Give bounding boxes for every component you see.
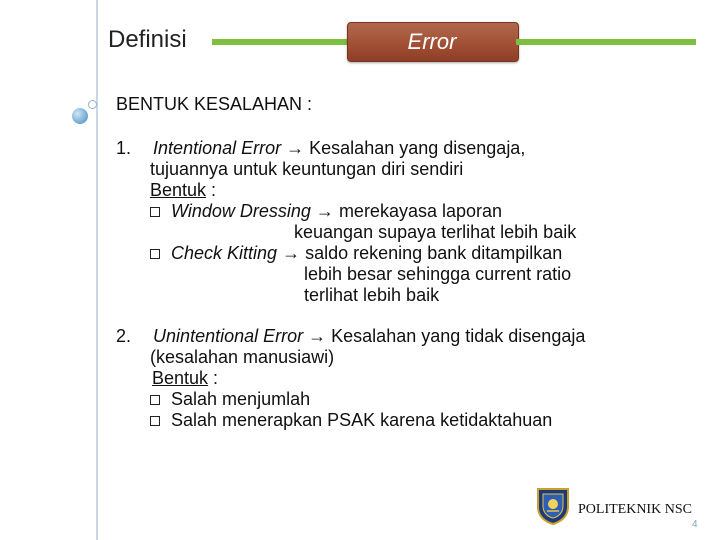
item-2-definition: Kesalahan yang tidak disengaja <box>331 326 586 346</box>
arrow-right-icon: → <box>308 326 327 346</box>
item-2-line-2: (kesalahan manusiawi) <box>150 347 335 367</box>
item-1-sub-2: Check Kitting → saldo rekening bank ditampilkan <box>150 243 562 264</box>
arrow-right-icon: → <box>282 243 301 263</box>
item-1-number: 1. <box>116 138 132 158</box>
item-1-sub-2-cont-1: lebih besar sehingga current ratio <box>304 264 572 284</box>
item-2-sub-2: Salah menerapkan PSAK karena ketidaktahuan <box>150 410 552 431</box>
arrow-right-icon: → <box>286 138 305 158</box>
left-guide-line <box>96 0 98 540</box>
item-1-sub-1: Window Dressing → merekayasa laporan <box>150 201 502 222</box>
checkbox-bullet-icon <box>150 249 160 259</box>
shield-crest-icon <box>536 487 570 525</box>
item-2-line-1 <box>116 326 585 347</box>
item-1-line-1 <box>116 138 525 159</box>
section-heading: BENTUK KESALAHAN : <box>116 94 313 114</box>
slide-title-right: Error <box>407 29 457 54</box>
decorative-blue-bubble <box>72 108 88 124</box>
checkbox-bullet-icon <box>150 395 160 405</box>
page-number: 4 <box>692 519 698 530</box>
title-accent-bar-right <box>516 39 696 45</box>
arrow-right-icon: → <box>315 201 334 221</box>
item-2-term: Unintentional Error <box>153 326 304 346</box>
item-2-number: 2. <box>116 326 132 346</box>
item-1-sub-2-cont-2: terlihat lebih baik <box>304 285 440 305</box>
slide-title-left: Definisi <box>108 26 187 53</box>
item-2-bentuk: Bentuk : <box>152 368 219 388</box>
checkbox-bullet-icon <box>150 207 160 217</box>
item-1-line-2: tujuannya untuk keuntungan diri sendiri <box>150 159 464 179</box>
item-1-sub-1-cont: keuangan supaya terlihat lebih baik <box>294 222 577 242</box>
title-accent-bar-left <box>212 39 352 45</box>
decorative-small-circle <box>88 100 97 109</box>
checkbox-bullet-icon <box>150 416 160 426</box>
item-1-definition: Kesalahan yang disengaja, <box>309 138 526 158</box>
item-1-term: Intentional Error <box>153 138 282 158</box>
item-2-sub-1: Salah menjumlah <box>150 389 310 410</box>
footer-organization: POLITEKNIK NSC <box>578 502 692 517</box>
item-1-bentuk: Bentuk : <box>150 180 217 200</box>
